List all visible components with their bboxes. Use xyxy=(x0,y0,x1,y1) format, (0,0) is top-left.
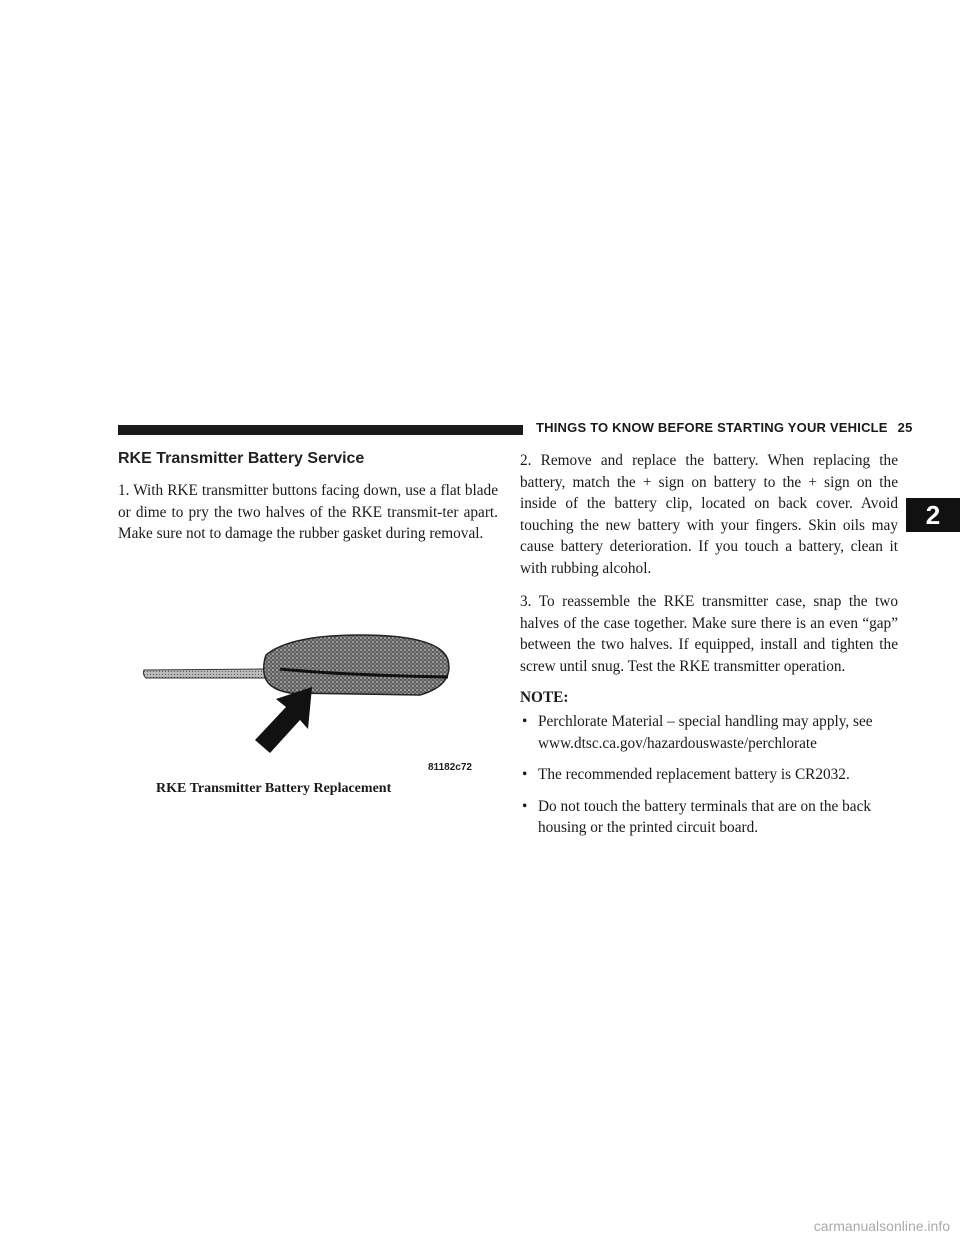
right-column xyxy=(520,450,898,849)
figure-code: 81182c72 xyxy=(428,762,472,773)
key-blade xyxy=(143,669,270,678)
note-item: • The recommended replacement battery is CR2032. xyxy=(520,764,898,786)
step-3-paragraph: 3. To reassemble the RKE transmitter case, snap the two halves of the case together. Make sure there is an even “gap” between the two halves. If equipped, install and tighten the screw until snug. Test the RKE transmitter operation. xyxy=(520,593,898,675)
rke-transmitter-illustration xyxy=(140,625,452,765)
note-label: NOTE: xyxy=(520,689,569,706)
running-header xyxy=(536,420,913,435)
step-2-paragraph: 2. Remove and replace the battery. When replacing the battery, match the + sign on battery to the + sign on the inside of the battery clip, located on back cover. Avoid touching the new battery with your fingers. Skin oils may cause battery deterioration. If you touch a battery, clean it with rubbing alcohol. xyxy=(520,452,898,577)
section-heading: RKE Transmitter Battery Service xyxy=(118,450,365,467)
header-rule xyxy=(118,425,523,435)
page-number: 25 xyxy=(897,420,913,435)
pointer-arrow xyxy=(255,687,312,753)
bullet-icon: • xyxy=(522,766,528,783)
watermark: carmanualsonline.info xyxy=(813,1218,950,1234)
chapter-tab: 2 xyxy=(906,498,960,532)
figure-caption: RKE Transmitter Battery Replacement xyxy=(156,781,392,796)
bullet-icon: • xyxy=(522,713,528,730)
note-item: • Perchlorate Material – special handling may apply, see www.dtsc.ca.gov/hazardouswaste/perchlorate xyxy=(522,713,873,752)
bullet-icon: • xyxy=(522,797,528,815)
left-column xyxy=(118,450,498,557)
header-section-title: THINGS TO KNOW BEFORE STARTING YOUR VEHICLE xyxy=(536,420,888,435)
note-list xyxy=(520,711,898,839)
note-item: • Do not touch the battery terminals that are on the back housing or the printed circuit board. xyxy=(522,797,872,836)
step-1-paragraph: 1. With RKE transmitter buttons facing down, use a flat blade or dime to pry the two halves of the RKE transmit-ter apart. Make sure not to damage the rubber gasket during removal. xyxy=(118,482,498,542)
transmitter-case xyxy=(264,635,449,695)
